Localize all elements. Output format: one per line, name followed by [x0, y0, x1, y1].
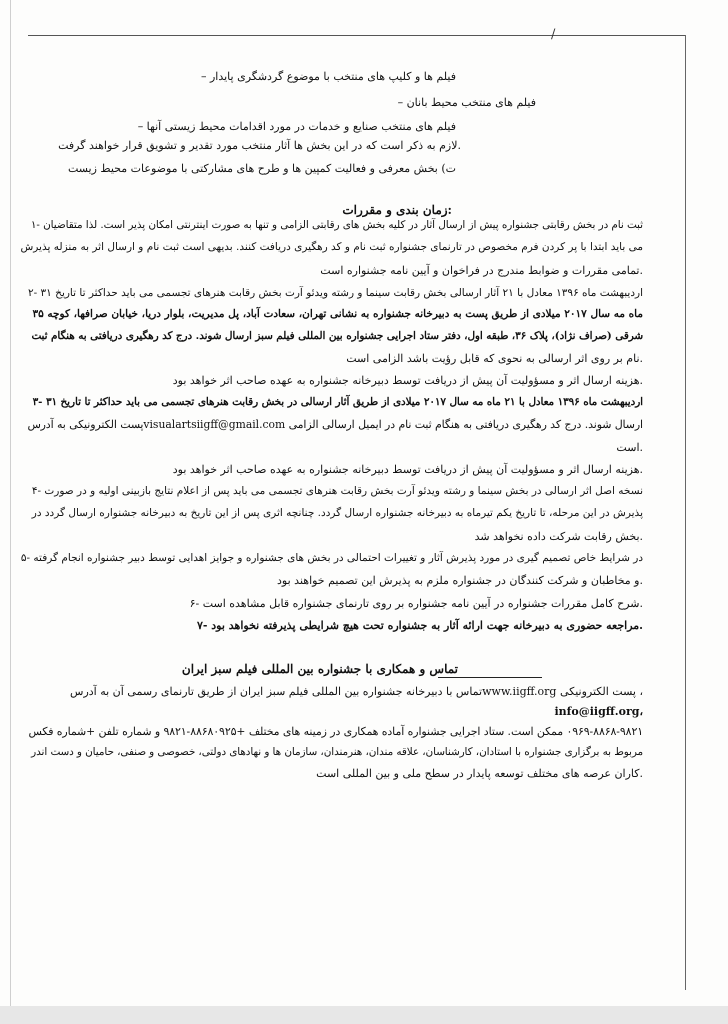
schedule-line: پذیرش در این مرحله، تا تاریخ یکم تیرماه به دبیرخانه جشنواره ارسال گردد. چنانچه اثری پس از این تاریخ به دبیرخانه جشنواره ارسال گردد در — [31, 507, 643, 519]
page-left-edge — [10, 0, 11, 1024]
schedule-line: می باید ابتدا با پر کردن فرم مخصوص در تارنمای جشنواره ثبت نام و کد رهگیری دریافت کنند. بدیهی است ثبت نام و ارسال اثر به منزله پذیرش — [20, 241, 643, 253]
schedule-heading: :زمان بندی و مقررات — [342, 203, 452, 217]
page-bottom-edge — [0, 1006, 728, 1024]
contact-line: مربوط به برگزاری جشنواره با استادان، کارشناسان، علاقه مندان، هنرمندان، سازمان ها و نهادهای دولتی، خصوصی و صنفی، حامیان و دست اندر — [31, 746, 643, 758]
intro-line: ت) بخش معرفی و فعالیت کمپین ها و طرح های مشارکتی با موضوعات محیط زیست — [67, 162, 456, 175]
heading-underline — [438, 677, 542, 678]
schedule-line: ارسال شوند. درج کد رهگیری دریافتی به هنگام ثبت نام در ایمیل ارسالی الزامی visualartsiigff@gmail.comپست الکترونیکی به آدرس — [27, 418, 643, 431]
schedule-line: اردیبهشت ماه ۱۳۹۶ معادل با ۲۱ آثار ارسالی بخش رقابت سینما و رشته ویدئو آرت بخش رقابت هنرهای تجسمی می باید حداکثر تا تاریخ ۳۱ -۲ — [28, 287, 643, 299]
schedule-line: .نام بر روی اثر ارسالی به نحوی که قابل رؤیت باشد الزامی است — [346, 352, 643, 365]
intro-line: .لازم به ذکر است که در این بخش ها آثار منتخب مورد تقدیر و تشویق قرار خواهند گرفت — [58, 139, 461, 152]
schedule-line: .هزینه ارسال اثر و مسؤولیت آن پیش از دریافت توسط دبیرخانه جشنواره به عهده صاحب اثر خواهد بود — [172, 463, 643, 476]
schedule-line: نسخه اصل اثر ارسالی در بخش سینما و رشته ویدئو آرت بخش رقابت هنرهای تجسمی می باید پس از اعلام نتایج بازبینی اولیه و در صورت -۴ — [31, 485, 643, 497]
page-right-border — [685, 35, 686, 990]
schedule-line: در شرایط خاص تصمیم گیری در مورد پذیرش آثار و تغییرات احتمالی در بخش های جشنواره و جوایز اهدایی توسط دبیر جشنواره انجام گرفته -۵ — [20, 552, 643, 564]
schedule-line: ثبت نام در بخش رقابتی جشنواره پیش از ارسال آثار در کلیه بخش های رقابتی الزامی و تنها به صورت اینترنتی امکان پذیر است. لذا متقاضیان -۱ — [30, 219, 643, 231]
intro-line: فیلم های منتخب محیط بانان – — [397, 96, 536, 109]
schedule-line: اردیبهشت ماه ۱۳۹۶ معادل با ۲۱ ماه مه سال ۲۰۱۷ میلادی از طریق آثار ارسالی در بخش رقابت هنرهای تجسمی می باید حداکثر تا تاریخ ۳۱ -۳ — [32, 396, 643, 408]
schedule-line: .مراجعه حضوری به دبیرخانه جهت ارائه آثار به جشنواره تحت هیچ شرایطی پذیرفته نخواهد بود -۷ — [196, 619, 643, 632]
page-mark: / — [551, 27, 556, 42]
schedule-line: ماه مه سال ۲۰۱۷ میلادی از طریق پست به دبیرخانه جشنواره به نشانی تهران، سعادت آباد، پل مدیریت، بلوار دریا، خیابان صرافها، کوچه ۳۵ — [32, 308, 643, 320]
schedule-line: .شرح کامل مقررات جشنواره در آیین نامه جشنواره بر روی تارنمای جشنواره قابل مشاهده است -۶ — [189, 597, 643, 610]
schedule-line: .و مخاطبان و شرکت کنندگان در جشنواره ملزم به پذیرش این تصمیم خواهند بود — [277, 574, 643, 587]
contact-line: ۰۹۶۹-۸۸۶۸-۹۸۲۱ ممکن است. ستاد اجرایی جشنواره آماده همکاری در زمینه های مختلف +۸۸۶۸۰۹۲۵-۹۸۲۱ و شماره تلفن +شماره فکس — [28, 725, 643, 738]
schedule-line: .است — [616, 441, 643, 454]
page-top-border — [28, 35, 686, 36]
contact-heading: تماس و همکاری با جشنواره بین المللی فیلم سبز ایران — [181, 662, 458, 676]
intro-line: فیلم ها و کلیپ های منتخب با موضوع گردشگری پایدار – — [200, 70, 456, 83]
intro-line: فیلم های منتخب صنایع و خدمات در مورد اقدامات محیط زیستی آنها – — [137, 120, 456, 133]
schedule-line: .تمامی مقررات و ضوابط مندرج در فراخوان و آیین نامه جشنواره است — [320, 264, 643, 277]
contact-line: ، پست الکترونیکی www.iigff.orgتماس با دبیرخانه جشنواره بین المللی فیلم سبز ایران از طریق تارنمای رسمی آن به آدرس — [70, 685, 643, 698]
schedule-line: .بخش رقابت شرکت داده نخواهد شد — [474, 530, 643, 543]
schedule-line: شرقی (صراف نژاد)، پلاک ۳۶، طبقه اول، دفتر ستاد اجرایی جشنواره بین المللی فیلم سبز ارسال شوند. درج کد رهگیری دریافتی به هنگام ثبت — [31, 330, 643, 342]
contact-email: info@iigff.org، — [554, 705, 643, 718]
contact-line: .کاران عرصه های مختلف توسعه پایدار در سطح ملی و بین المللی است — [316, 767, 643, 780]
schedule-line: .هزینه ارسال اثر و مسؤولیت آن پیش از دریافت توسط دبیرخانه جشنواره به عهده صاحب اثر خواهد بود — [172, 374, 643, 387]
